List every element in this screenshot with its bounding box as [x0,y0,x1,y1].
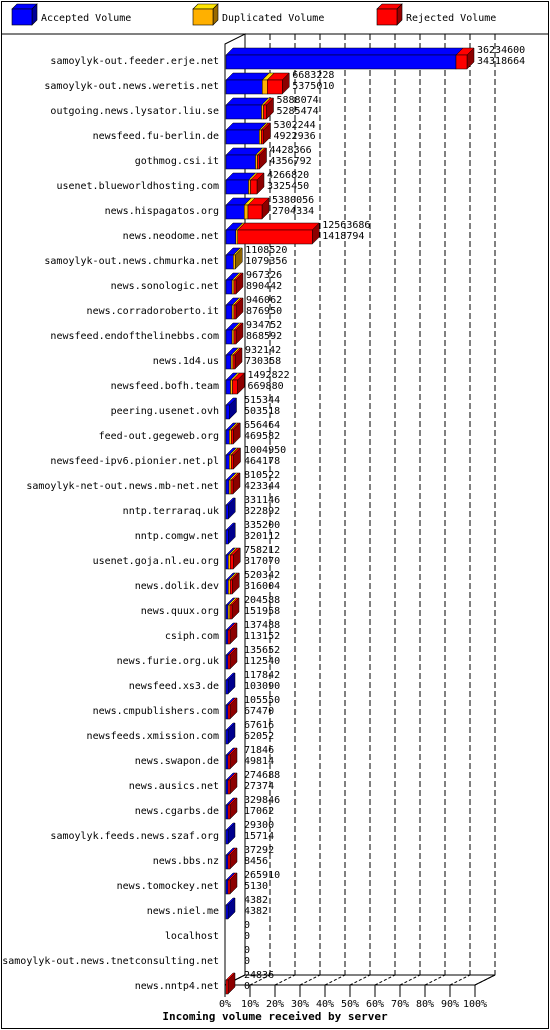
total-volume-label: 137488 [244,620,281,631]
bar-rejected [233,380,238,394]
accepted-volume-label: 5130 [244,881,269,892]
accepted-volume-label: 0 [244,981,251,992]
bar-rejected [228,705,230,719]
bar-duplicated [262,80,267,94]
accepted-volume-label: 464178 [244,456,281,467]
accepted-volume-label: 876950 [246,306,283,317]
bar-duplicated [244,205,248,219]
category-label: usenet.blueworldhosting.com [56,181,219,192]
category-label: samoylyk-out.news.chmurka.net [44,256,219,267]
bar-accepted [226,105,262,119]
accepted-volume-label: 151958 [244,606,281,617]
category-label: news.cmpublishers.com [92,706,219,717]
bar-accepted [226,405,230,419]
bar-rejected [226,980,228,994]
bar-rejected [233,355,235,369]
accepted-volume-label: 34318664 [477,56,526,67]
x-tick-label: 100% [462,999,488,1010]
legend-swatch-duplicated-volume [193,9,213,25]
total-volume-label: 29300 [244,820,275,831]
x-axis-label: Incoming volume received by server [162,1010,388,1023]
bar-duplicated [262,105,264,119]
bar-accepted [226,655,228,669]
category-label: localhost [164,931,219,942]
bar-accepted [226,380,231,394]
category-label: news.cgarbs.de [134,806,219,817]
bar-rejected [267,80,282,94]
accepted-volume-label: 5285474 [276,106,319,117]
accepted-volume-label: 62052 [244,731,275,742]
total-volume-label: 37292 [244,845,275,856]
total-volume-label: 1492822 [247,370,290,381]
category-label: news.swapon.de [134,756,219,767]
category-label: newsfeed-ipv6.pionier.net.pl [50,456,219,467]
bar-accepted [226,855,228,869]
total-volume-label: 329846 [244,795,281,806]
bar-accepted [226,205,244,219]
bar-duplicated [231,380,233,394]
bar-rejected [238,230,313,244]
bar-duplicated [229,455,231,469]
bar-accepted [226,80,262,94]
bar-accepted [226,630,228,644]
total-volume-label: 946062 [246,295,283,306]
category-label: news.tomockey.net [116,881,219,892]
bar-duplicated [229,480,231,494]
total-volume-label: 758212 [244,545,281,556]
accepted-volume-label: 49814 [244,756,275,767]
bar-rejected [228,855,230,869]
x-tick-label: 40% [315,999,335,1010]
accepted-volume-label: 320112 [244,531,281,542]
bar-accepted-top [226,48,463,55]
bar-duplicated [228,555,230,569]
accepted-volume-label: 27374 [244,781,275,792]
total-volume-label: 515344 [244,395,281,406]
total-volume-label: 105550 [244,695,281,706]
bar-rejected [228,655,230,669]
bar-rejected [251,180,258,194]
total-volume-label: 967326 [246,270,283,281]
category-label: news.hispagatos.org [104,206,219,217]
accepted-volume-label: 890442 [246,281,283,292]
total-volume-label: 810522 [244,470,281,481]
bar-rejected [230,580,232,594]
x-tick-label: 10% [240,999,260,1010]
bar-duplicated [259,130,261,144]
accepted-volume-label: 423344 [244,481,281,492]
bar-group [226,223,319,244]
total-volume-label: 24836 [244,970,275,981]
category-label: news.quux.org [140,606,219,617]
bar-accepted [226,555,228,569]
bar-accepted [226,705,228,719]
total-volume-label: 1004950 [244,445,287,456]
bar-accepted [226,355,231,369]
bar-duplicated [232,330,234,344]
accepted-volume-label: 317070 [244,556,281,567]
bar-rejected-top [238,223,320,230]
bar-rejected [228,780,230,794]
legend-label-duplicated-volume: Duplicated Volume [222,13,325,24]
total-volume-label: 1108520 [245,245,288,256]
category-label: newsfeed.bofh.team [110,381,219,392]
bar-group [226,173,264,194]
x-tick-label: 80% [415,999,435,1010]
bar-rejected [231,455,233,469]
x-tick-label: 20% [265,999,285,1010]
accepted-volume-label: 3325450 [267,181,310,192]
bar-accepted [226,505,228,519]
accepted-volume-label: 103090 [244,681,281,692]
bar-rejected [261,130,263,144]
bar-rejected [230,555,233,569]
accepted-volume-label: 669880 [247,381,284,392]
bar-group [226,73,289,94]
total-volume-label: 135652 [244,645,281,656]
bar-group [226,198,269,219]
x-tick-label: 50% [340,999,360,1010]
accepted-volume-label: 322892 [244,506,281,517]
bar-accepted [226,905,228,919]
total-volume-label: 932142 [245,345,282,356]
total-volume-label: 331146 [244,495,281,506]
category-label: news.furie.org.uk [116,656,219,667]
total-volume-label: 67616 [244,720,275,731]
bar-duplicated [232,280,234,294]
bar-accepted [226,280,232,294]
accepted-volume-label: 1079356 [245,256,288,267]
bar-duplicated [228,580,230,594]
accepted-volume-label: 8456 [244,856,269,867]
category-label: nntp.terraraq.uk [122,506,219,517]
x-tick-label: 90% [440,999,460,1010]
bar-rejected [231,480,233,494]
bar-rejected [234,305,236,319]
bar-accepted [226,480,229,494]
accepted-volume-label: 503518 [244,406,281,417]
accepted-volume-label: 113152 [244,631,281,642]
bar-group [226,123,271,144]
accepted-volume-label: 0 [244,956,251,967]
bar-group [226,98,274,119]
category-label: feed-out.gegeweb.org [98,431,219,442]
bar-accepted [226,305,232,319]
bar-duplicated [231,355,233,369]
bar-accepted-top [226,73,269,80]
total-volume-label: 5888074 [276,95,319,106]
category-label: news.ausics.net [128,781,219,792]
bar-rejected [230,605,232,619]
bar-rejected [456,55,467,69]
accepted-volume-label: 2704334 [272,206,315,217]
category-label: outgoing.news.lysator.liu.se [50,106,219,117]
category-label: news.dolik.dev [134,581,219,592]
bar-rejected [228,630,230,644]
category-label: samoylyk.feeds.news.szaf.org [50,831,219,842]
category-label: newsfeed.xs3.de [128,681,219,692]
bar-accepted [226,880,228,894]
bar-accepted-top [226,98,269,105]
bar-duplicated [229,430,231,444]
bar-accepted [226,455,229,469]
category-label: samoylyk-out.news.tnetconsulting.net [2,956,219,967]
total-volume-label: 4428366 [269,145,312,156]
x-tick-label: 60% [365,999,385,1010]
total-volume-label: 6683228 [292,70,335,81]
total-volume-label: 5302244 [273,120,316,131]
bar-accepted [226,830,228,844]
accepted-volume-label: 4922936 [273,131,316,142]
category-label: csiph.com [164,631,219,642]
total-volume-label: 0 [244,920,251,931]
total-volume-label: 934752 [246,320,283,331]
accepted-volume-label: 1418794 [322,231,365,242]
bar-accepted [226,155,256,169]
bar-accepted [226,580,228,594]
accepted-volume-label: 868592 [246,331,283,342]
total-volume-label: 4266820 [267,170,310,181]
category-label: newsfeed.endofthelinebbs.com [50,331,219,342]
bar-accepted [226,780,228,794]
category-label: samoylyk-out.news.weretis.net [44,81,219,92]
bar-accepted [226,130,259,144]
accepted-volume-label: 15714 [244,831,275,842]
x-tick-label: 0% [218,999,232,1010]
accepted-volume-label: 469582 [244,431,281,442]
total-volume-label: 12563686 [322,220,371,231]
accepted-volume-label: 5375010 [292,81,335,92]
legend-swatch-accepted-volume [12,9,32,25]
category-label: samoylyk-net-out.news.mb-net.net [26,481,219,492]
bar-duplicated [232,305,234,319]
accepted-volume-label: 316004 [244,581,281,592]
bar-accepted [226,530,228,544]
bar-rejected [258,155,260,169]
x-tick-label: 70% [390,999,410,1010]
accepted-volume-label: 112540 [244,656,281,667]
total-volume-label: 36234600 [477,45,526,56]
bar-accepted [226,430,229,444]
bar-duplicated [249,180,251,194]
bar-duplicated [233,255,235,269]
total-volume-label: 656464 [244,420,281,431]
bar-rejected [228,805,230,819]
category-label: nntp.comgw.net [134,531,219,542]
total-volume-label: 520342 [244,570,281,581]
total-volume-label: 117842 [244,670,281,681]
total-volume-label: 274688 [244,770,281,781]
accepted-volume-label: 0 [244,931,251,942]
bar-accepted [226,180,249,194]
accepted-volume-label: 4356792 [269,156,312,167]
total-volume-label: 5380056 [272,195,315,206]
bar-duplicated [236,230,238,244]
bar-accepted [226,730,228,744]
legend [12,4,496,25]
category-label: news.corradoroberto.it [86,306,219,317]
bar-rejected [234,280,236,294]
category-label: news.sonologic.net [110,281,219,292]
bar-accepted [226,805,228,819]
legend-swatch-rejected-volume [377,9,397,25]
bar-rejected [264,105,267,119]
total-volume-label: 265910 [244,870,281,881]
bar-group [226,48,474,69]
bar-rejected [228,755,230,769]
total-volume-label: 0 [244,945,251,956]
bar-rejected [228,880,230,894]
legend-label-accepted-volume: Accepted Volume [41,13,132,24]
bar-rejected [234,330,236,344]
category-label: news.neodome.net [122,231,219,242]
bar-rejected [248,205,262,219]
category-label: news.bbs.nz [152,856,219,867]
total-volume-label: 335200 [244,520,281,531]
total-volume-label: 71846 [244,745,275,756]
bar-accepted [226,755,228,769]
bar-accepted [226,255,233,269]
plot-area [2,34,525,1010]
accepted-volume-label: 4382 [244,906,269,917]
accepted-volume-label: 67470 [244,706,275,717]
category-label: gothmog.csi.it [134,156,219,167]
bar-accepted [226,55,456,69]
category-label: peering.usenet.ovh [110,406,219,417]
x-tick-label: 30% [290,999,310,1010]
legend-label-rejected-volume: Rejected Volume [406,13,497,24]
category-label: newsfeed.fu-berlin.de [92,131,219,142]
category-label: news.niel.me [146,906,219,917]
bar-duplicated [256,155,258,169]
category-label: news.nntp4.net [134,981,219,992]
bar-accepted [226,330,232,344]
category-label: samoylyk-out.feeder.erje.net [50,56,219,67]
bar-accepted [226,230,236,244]
total-volume-label: 4382 [244,895,269,906]
category-label: news.1d4.us [152,356,219,367]
bar-rejected [231,430,233,444]
category-label: newsfeeds.xmission.com [86,731,219,742]
accepted-volume-label: 730358 [245,356,282,367]
bar-duplicated [228,605,230,619]
bar-accepted [226,680,228,694]
bar-group [226,148,267,169]
bar-accepted [226,605,228,619]
total-volume-label: 204588 [244,595,281,606]
category-label: usenet.goja.nl.eu.org [92,556,219,567]
accepted-volume-label: 17062 [244,806,275,817]
